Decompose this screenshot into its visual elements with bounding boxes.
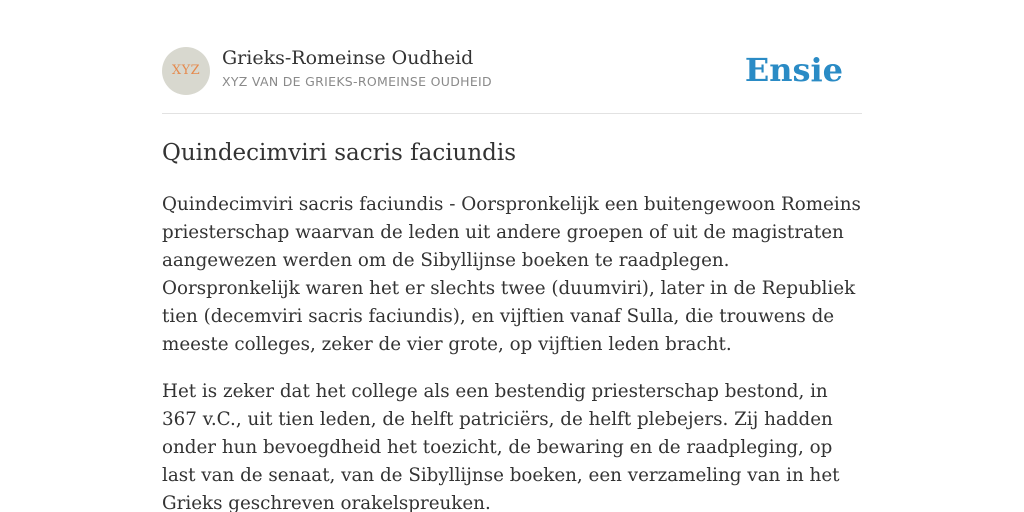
source-subtitle: XYZ VAN DE GRIEKS-ROMEINSE OUDHEID — [222, 74, 492, 89]
source-title[interactable]: Grieks-Romeinse Oudheid — [222, 47, 474, 69]
article-paragraph: Quindecimviri sacris faciundis - Oorspronkelijk een buitengewoon Romeins priesterschap waarvan de leden uit andere groepen of uit de magistraten aangewezen werden om de Sibyllijnse boeken te raadplegen. Oorspronkelijk waren het er slechts twee (duumviri), later in de Republiek tien (decemviri sacris faciundis), en vijftien vanaf Sulla, die trouwens de meeste colleges, zeker de vier grote, op vijftien leden bracht. — [162, 194, 861, 355]
source-header — [162, 46, 862, 96]
ensie-logo[interactable]: Ensie — [744, 51, 843, 89]
article-title: Quindecimviri sacris faciundis — [162, 140, 517, 166]
source-avatar[interactable]: XYZ — [162, 47, 210, 95]
header-divider — [162, 113, 862, 114]
article — [162, 136, 862, 512]
article-paragraph: Het is zeker dat het college als een bestendig priesterschap bestond, in 367 v.C., uit tien leden, de helft patriciërs, de helft plebejers. Zij hadden onder hun bevoegdheid het toezicht, de bewaring en de raadpleging, op last van de senaat, van de Sibyllijnse boeken, een verzameling van in het Grieks geschreven orakelspreuken. — [162, 381, 840, 512]
